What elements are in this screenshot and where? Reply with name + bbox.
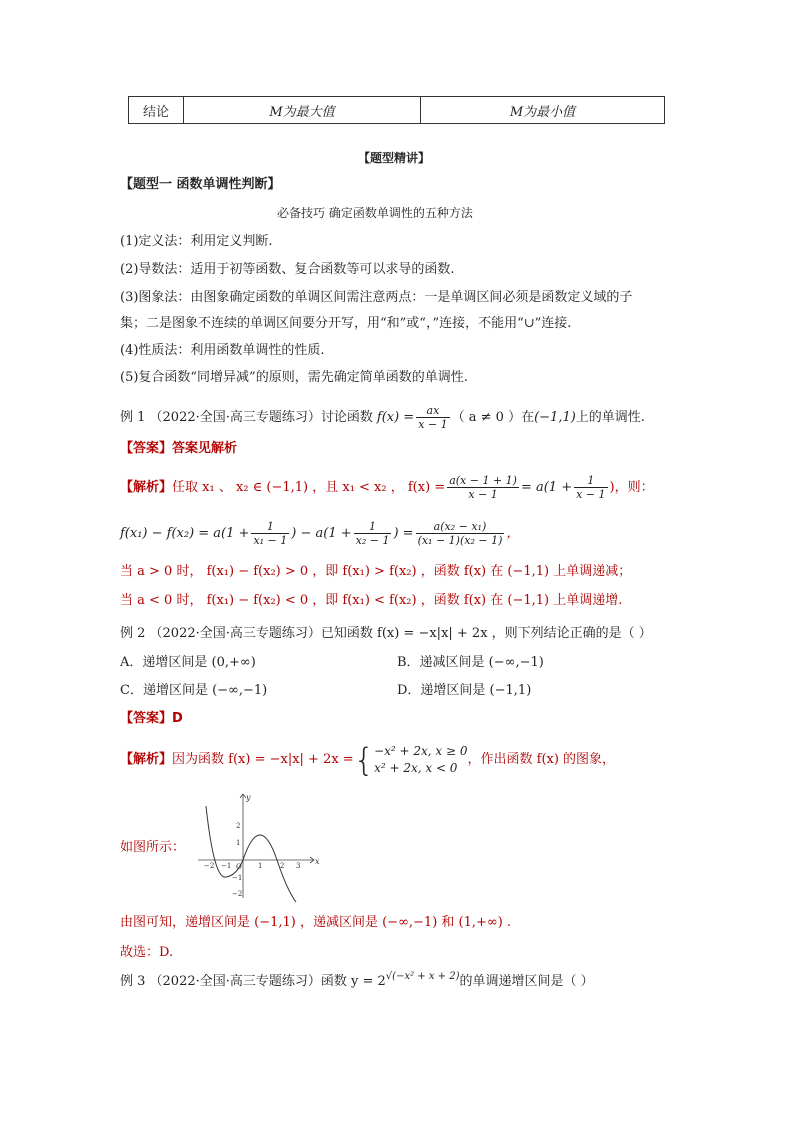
method-1: (1)定义法：利用定义判断.	[120, 234, 273, 249]
ex1-interval: (−1,1)	[534, 409, 576, 425]
ex2-piecewise	[374, 743, 467, 777]
ex2-option-c: C．递增区间是 (−∞,−1)	[120, 683, 268, 698]
ex1-solution-intro: 任取 x₁ 、 x₂ ∈ (−1,1) ，且 x₁ < x₂ ， f(x) =	[172, 479, 446, 495]
ex1-sol-end: )，则：	[609, 479, 654, 495]
y-tick-1: 1	[236, 839, 241, 847]
x-tick-2: 2	[280, 862, 285, 870]
ex1-case-positive: 当 a > 0 时， f(x₁) − f(x₂) > 0 ，即 f(x₁) > f(x₂) ，函数 f(x) 在 (−1,1) 上单调递减；	[120, 564, 632, 579]
method-4: (4)性质法：利用函数单调性的性质.	[120, 343, 325, 358]
ex1-frac-num: ax	[416, 404, 449, 418]
ex1-line2-end: ，	[506, 525, 520, 541]
section-title: 【题型精讲】	[358, 151, 431, 165]
table-cell-label: 结论	[129, 97, 184, 124]
function-curve	[206, 806, 296, 902]
ex1-line2-frac3-den: (x₁ − 1)(x₂ − 1)	[417, 534, 503, 547]
x-axis-label: x	[315, 857, 320, 866]
ex1-answer: 【答案】答案见解析	[120, 441, 238, 456]
tips-title: 必备技巧 确定函数单调性的五种方法	[277, 206, 473, 220]
ex1-sol-frac2	[574, 474, 607, 501]
ex1-line2-frac1	[251, 520, 289, 547]
table-cell-min: M为最小值	[421, 97, 665, 124]
y-tick-neg1: −1	[232, 874, 243, 882]
ex3-question-tail: 的单调递增区间是（ ）	[459, 974, 594, 989]
y-tick-neg2: −2	[232, 890, 243, 898]
ex2-solution-tail: ，作出函数 f(x) 的图象，	[467, 752, 616, 767]
ex1-line2-frac3	[416, 520, 505, 547]
ex1-sol-frac2-den: x − 1	[576, 488, 606, 501]
x-tick-neg2: −2	[204, 862, 215, 870]
cubic-graph	[192, 790, 322, 902]
ex2-answer: 【答案】D	[120, 711, 183, 726]
ex1-sol-frac2-num: 1	[574, 474, 607, 488]
ex1-cond: （ a ≠ 0 ）在	[451, 409, 535, 425]
ex3-question-lead: 例 3 （2022·全国·高三专题练习）函数 y = 2	[120, 974, 386, 989]
ex3-exponent: √(−x² + x + 2)	[385, 971, 460, 982]
method-3-cont: 集；二是图象不连续的单调区间要分开写，用“和”或“，”连接，不能用“∪”连接.	[120, 316, 572, 331]
ex1-line2-frac1-num: 1	[251, 520, 289, 534]
ex1-line2-frac2-den: x₂ − 1	[355, 534, 390, 547]
ex2-conclusion: 由图可知，递增区间是 (−1,1) ，递减区间是 (−∞,−1) 和 (1,+∞) .	[120, 915, 512, 930]
x-tick-3: 3	[296, 862, 301, 870]
example-1-question	[120, 404, 645, 431]
method-5: (5)复合函数“同增异减”的原则，需先确定简单函数的单调性.	[120, 370, 468, 385]
ex1-line2-b: ) − a(1 +	[291, 525, 352, 541]
ex1-sol-mid: = a(1 +	[520, 479, 573, 495]
ex2-option-a: A．递增区间是 (0,+∞)	[120, 655, 256, 670]
ex2-option-d: D．递增区间是 (−1,1)	[397, 683, 532, 698]
ex1-function: f(x) =	[376, 409, 415, 425]
conclusion-table	[128, 96, 665, 124]
x-tick-1: 1	[258, 862, 263, 870]
method-2: (2)导数法：适用于初等函数、复合函数等可以求导的函数.	[120, 262, 455, 277]
ex1-sol-frac	[447, 474, 519, 501]
ex1-solution-label: 【解析】	[120, 479, 173, 495]
ex2-question: 例 2 （2022·全国·高三专题练习）已知函数 f(x) = −x|x| + 2x ，则下列结论正确的是（ ）	[120, 626, 652, 641]
table-cell-max: M为最大值	[184, 97, 421, 124]
origin-label: O	[236, 863, 242, 871]
topic-heading: 【题型一 函数单调性判断】	[120, 177, 281, 192]
ex1-tail: 上的单调性.	[575, 409, 645, 425]
ex1-solution-line1	[120, 474, 654, 501]
ex3-question	[120, 971, 594, 990]
ex2-solution-text: 因为函数 f(x) = −x|x| + 2x =	[172, 752, 354, 767]
ex1-frac-den: x − 1	[418, 418, 448, 431]
y-tick-2: 2	[236, 822, 241, 830]
ex1-line2-frac2-num: 1	[354, 520, 392, 534]
ex1-line2-frac2	[354, 520, 392, 547]
ex2-solution-label: 【解析】	[120, 752, 173, 767]
ex1-sol-frac-den: x − 1	[468, 488, 498, 501]
y-axis-label: y	[246, 793, 251, 802]
method-3: (3)图象法：由图象确定函数的单调区间需注意两点：一是单调区间必须是函数定义域的子	[120, 290, 633, 305]
x-tick-neg1: −1	[221, 862, 232, 870]
ex2-piece-1: −x² + 2x, x ≥ 0	[374, 744, 468, 758]
ex2-piece-2: x² + 2x, x < 0	[374, 761, 458, 775]
ex1-line2-frac3-num: a(x₂ − x₁)	[416, 520, 505, 534]
ex1-line2-c: ) =	[393, 525, 414, 541]
ex1-sol-frac-num: a(x − 1 + 1)	[449, 474, 517, 487]
ex2-brace: {	[353, 741, 375, 779]
ex1-fraction	[416, 404, 449, 431]
ex2-choice: 故选：D.	[120, 945, 174, 960]
ex2-option-b: B．递减区间是 (−∞,−1)	[397, 655, 544, 670]
figure-label: 如图所示：	[120, 840, 186, 855]
ex1-line2-a: f(x₁) − f(x₂) = a(1 +	[120, 525, 250, 541]
ex1-case-negative: 当 a < 0 时， f(x₁) − f(x₂) < 0 ，即 f(x₁) < f(x₂) ，函数 f(x) 在 (−1,1) 上单调递增.	[120, 593, 623, 608]
ex2-solution	[120, 740, 615, 780]
ex1-solution-line2	[120, 520, 519, 547]
ex1-lead: 例 1 （2022·全国·高三专题练习）讨论函数	[120, 409, 373, 425]
ex1-line2-frac1-den: x₁ − 1	[253, 534, 288, 547]
